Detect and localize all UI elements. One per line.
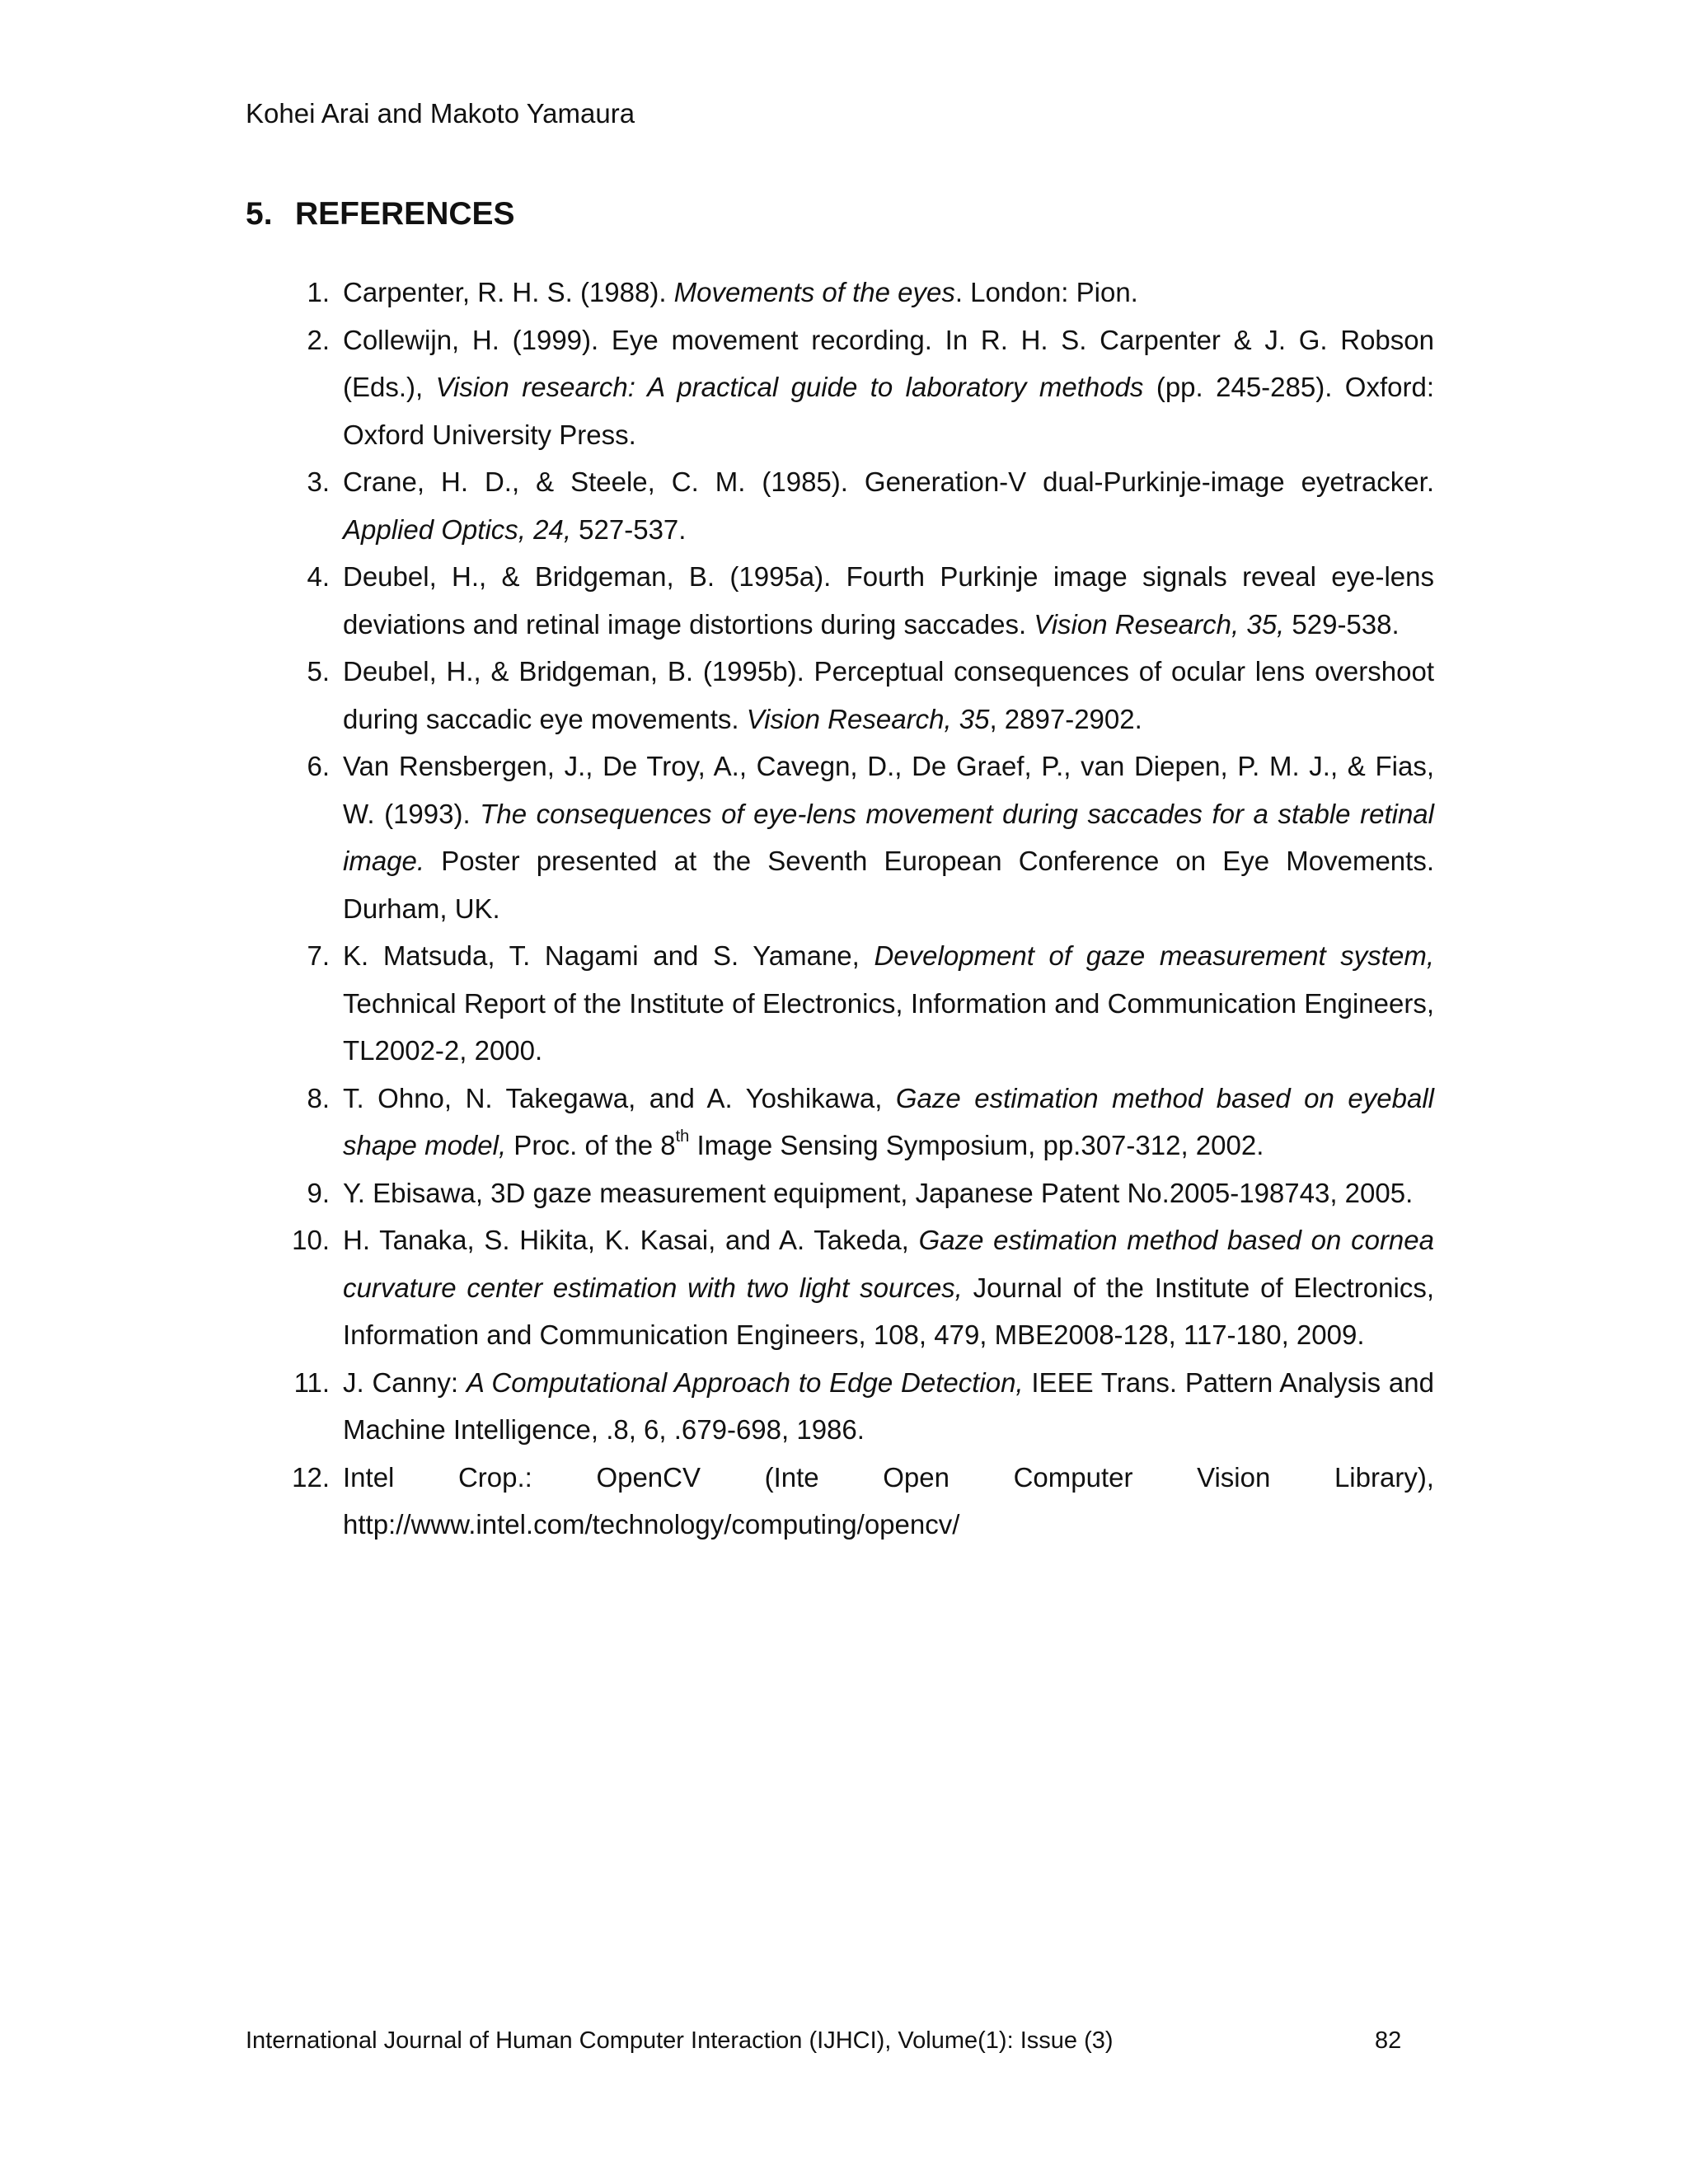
reference-text: . London: Pion. bbox=[954, 277, 1138, 307]
reference-title: Development of gaze measurement system, bbox=[874, 940, 1434, 971]
reference-text: Image Sensing Symposium, pp.307-312, 2002. bbox=[689, 1130, 1264, 1160]
reference-item-5 bbox=[280, 648, 1434, 743]
journal-footer: International Journal of Human Computer Interaction (IJHCI), Volume(1): Issue (3) bbox=[246, 2027, 1114, 2054]
reference-item-4 bbox=[280, 553, 1434, 648]
reference-text: Deubel, H., & Bridgeman, B. (1995a). Fourth Purkinje image signals reveal eye-lens deviations and retinal image distortions during saccades. bbox=[343, 561, 1434, 640]
reference-list bbox=[280, 269, 1434, 1549]
reference-title: Vision Research, 35 bbox=[746, 703, 990, 734]
reference-word: Open bbox=[883, 1461, 950, 1493]
reference-title: Vision Research, 35, bbox=[1034, 608, 1285, 640]
reference-item-7 bbox=[280, 932, 1434, 1075]
reference-number: 7. bbox=[307, 940, 330, 971]
reference-item-10 bbox=[280, 1216, 1434, 1359]
reference-text: Y. Ebisawa, 3D gaze measurement equipment, Japanese Patent No.2005-198743, 2005. bbox=[343, 1177, 1414, 1208]
reference-text-justified-line bbox=[343, 1454, 1434, 1502]
reference-text: K. Matsuda, T. Nagami and S. Yamane, bbox=[343, 940, 874, 971]
reference-word: Computer bbox=[1013, 1461, 1133, 1493]
reference-text: Crane, H. D., & Steele, C. M. (1985). Generation-V dual-Purkinje-image eyetracker. bbox=[343, 466, 1434, 497]
superscript-ordinal: th bbox=[675, 1127, 690, 1146]
reference-text: Deubel, H., & Bridgeman, B. (1995b). Perceptual consequences of ocular lens overshoot during saccadic eye movements. bbox=[343, 656, 1434, 734]
reference-number: 8. bbox=[307, 1082, 330, 1113]
reference-item-12 bbox=[280, 1454, 1434, 1549]
reference-text: Proc. of the 8 bbox=[506, 1130, 676, 1160]
reference-number: 1. bbox=[307, 277, 330, 307]
reference-text: Collewijn, H. (1999). Eye movement recording. In R. H. S. Carpenter & J. G. Robson (Eds.), bbox=[343, 324, 1434, 402]
page-number: 82 bbox=[1375, 2027, 1402, 2054]
reference-number: 5. bbox=[307, 656, 330, 687]
reference-text: J. Canny: bbox=[343, 1366, 467, 1398]
reference-number: 9. bbox=[307, 1177, 330, 1208]
reference-text: Carpenter, R. H. S. (1988). bbox=[343, 277, 674, 307]
reference-item-6 bbox=[280, 743, 1434, 932]
reference-item-2 bbox=[280, 316, 1434, 459]
reference-text: 527-537. bbox=[571, 513, 687, 545]
reference-number: 2. bbox=[307, 324, 330, 355]
section-number: 5. bbox=[246, 196, 273, 232]
reference-word: Crop.: bbox=[457, 1461, 532, 1493]
reference-text: Van Rensbergen, J., De Troy, A., Cavegn, D., De Graef, P., van Diepen, P. M. J., & Fias, W. (1993). bbox=[343, 751, 1434, 829]
reference-url: http://www.intel.com/technology/computing/opencv/ bbox=[343, 1509, 960, 1540]
reference-word: Vision bbox=[1197, 1461, 1271, 1493]
reference-item-11 bbox=[280, 1359, 1434, 1454]
reference-text: (pp. 245-285). Oxford: Oxford University Press. bbox=[343, 372, 1434, 450]
reference-text: Journal of the Institute of Electronics, Information and Communication Engineers, 108, 479, MBE2008-128, 117-180, 2009. bbox=[343, 1272, 1434, 1350]
reference-number: 10. bbox=[292, 1225, 330, 1255]
reference-text: 529-538. bbox=[1284, 608, 1400, 640]
reference-text: T. Ohno, N. Takegawa, and A. Yoshikawa, bbox=[343, 1082, 896, 1113]
reference-title: Gaze estimation method based on eyeball shape model, bbox=[343, 1082, 1434, 1160]
reference-title: A Computational Approach to Edge Detection, bbox=[466, 1366, 1024, 1398]
reference-number: 12. bbox=[292, 1461, 330, 1493]
reference-item-9 bbox=[280, 1169, 1434, 1217]
reference-title: Movements of the eyes bbox=[673, 277, 955, 307]
reference-word: (Inte bbox=[764, 1461, 819, 1493]
running-head: Kohei Arai and Makoto Yamaura bbox=[246, 98, 635, 129]
section-heading bbox=[246, 194, 515, 234]
reference-text: , 2897-2902. bbox=[989, 703, 1142, 734]
reference-number: 6. bbox=[307, 751, 330, 781]
reference-text: IEEE Trans. Pattern Analysis and Machine Intelligence, .8, 6, .679-698, 1986. bbox=[343, 1366, 1434, 1445]
reference-item-1 bbox=[280, 269, 1434, 316]
reference-title: The consequences of eye-lens movement during saccades for a stable retinal image. bbox=[343, 798, 1434, 876]
reference-word: Library), bbox=[1334, 1461, 1434, 1493]
reference-item-3 bbox=[280, 458, 1434, 553]
reference-number: 4. bbox=[307, 561, 330, 592]
reference-word: OpenCV bbox=[596, 1461, 701, 1493]
section-title: REFERENCES bbox=[295, 196, 515, 232]
reference-text: Poster presented at the Seventh European Conference on Eye Movements. Durham, UK. bbox=[343, 846, 1434, 924]
reference-number: 3. bbox=[307, 466, 330, 497]
reference-title: Gaze estimation method based on cornea curvature center estimation with two light sources, bbox=[343, 1225, 1434, 1303]
reference-text: H. Tanaka, S. Hikita, K. Kasai, and A. Takeda, bbox=[343, 1225, 919, 1255]
reference-word: Intel bbox=[343, 1461, 395, 1493]
reference-title: Vision research: A practical guide to laboratory methods bbox=[435, 372, 1144, 402]
reference-title: Applied Optics, 24, bbox=[343, 513, 571, 545]
reference-item-8 bbox=[280, 1075, 1434, 1169]
reference-number: 11. bbox=[293, 1366, 330, 1398]
reference-text: Technical Report of the Institute of Electronics, Information and Communication Engineers, TL2002-2, 2000. bbox=[343, 987, 1434, 1066]
